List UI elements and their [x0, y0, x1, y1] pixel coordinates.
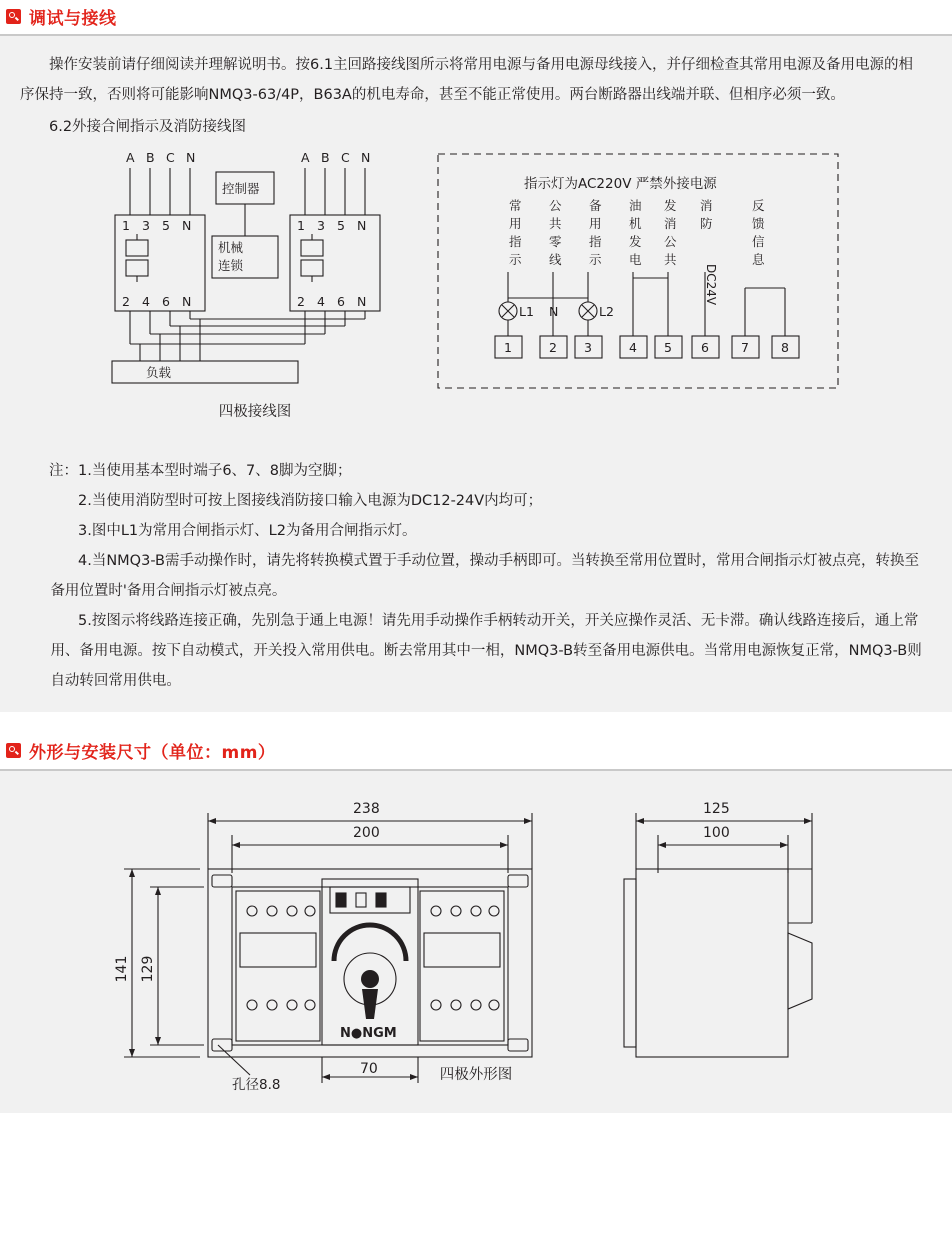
dimension-drawings [0, 771, 952, 1113]
svg-text:2: 2 [549, 340, 557, 355]
section-title-wiring: 调试与接线 [29, 9, 117, 29]
svg-text:L1: L1 [519, 304, 534, 319]
dim-70: 70 [360, 1061, 378, 1077]
svg-text:4: 4 [317, 294, 325, 309]
svg-text:共: 共 [549, 216, 562, 231]
wiring-content [0, 36, 952, 712]
svg-text:DC24V: DC24V [704, 264, 718, 306]
svg-text:3: 3 [584, 340, 592, 355]
note-text: 4.当NMQ3-B需手动操作时，请先将转换模式置于手动位置，操动手柄即可。当转换至常用位置时，常用合闸指示灯被点亮，转换至备用位置时'备用合闸指示灯被点亮。 [50, 553, 919, 599]
wiring-diagram [0, 148, 952, 448]
note-text: 1.当使用基本型时端子6、7、8脚为空脚； [78, 463, 352, 479]
svg-text:3: 3 [317, 218, 325, 233]
svg-text:指示灯为AC220V 严禁外接电源: 指示灯为AC220V 严禁外接电源 [524, 176, 717, 192]
svg-text:零: 零 [549, 234, 562, 249]
svg-text:指: 指 [589, 234, 602, 249]
svg-text:负载: 负载 [146, 365, 172, 380]
svg-text:C: C [166, 150, 175, 165]
svg-text:N: N [182, 218, 192, 233]
svg-text:5: 5 [162, 218, 170, 233]
hole-label: 孔径8.8 [232, 1077, 281, 1093]
dim-125: 125 [703, 801, 730, 817]
dim-238: 238 [353, 801, 380, 817]
note-item [20, 606, 926, 696]
svg-text:信: 信 [752, 234, 765, 249]
svg-text:4: 4 [629, 340, 637, 355]
svg-text:5: 5 [664, 340, 672, 355]
svg-text:6: 6 [337, 294, 345, 309]
svg-text:机: 机 [629, 216, 642, 231]
svg-text:用: 用 [509, 216, 522, 231]
search-icon [6, 9, 21, 24]
svg-text:防: 防 [700, 216, 713, 231]
wiring-subtitle: 6.2外接合闸指示及消防接线图 [49, 119, 247, 135]
note-item [20, 516, 926, 546]
section-header-wiring [0, 0, 952, 36]
note-item [20, 486, 926, 516]
diagram-caption-left: 四极接线图 [218, 404, 292, 420]
svg-text:线: 线 [549, 252, 562, 267]
svg-text:3: 3 [142, 218, 150, 233]
dimension-caption: 四极外形图 [439, 1067, 513, 1083]
svg-text:A: A [301, 150, 310, 165]
svg-text:1: 1 [122, 218, 130, 233]
svg-text:N: N [361, 150, 371, 165]
dim-141: 141 [114, 955, 130, 983]
svg-text:4: 4 [142, 294, 150, 309]
svg-text:电: 电 [629, 252, 642, 267]
svg-text:备: 备 [589, 198, 602, 213]
svg-text:用: 用 [589, 216, 602, 231]
svg-text:B: B [146, 150, 155, 165]
svg-text:N: N [357, 218, 367, 233]
svg-text:8: 8 [781, 340, 789, 355]
svg-text:指: 指 [509, 234, 522, 249]
svg-text:机械: 机械 [218, 240, 244, 255]
svg-text:2: 2 [122, 294, 130, 309]
svg-text:示: 示 [509, 252, 522, 267]
svg-text:息: 息 [752, 252, 765, 267]
svg-text:公: 公 [549, 198, 562, 213]
svg-text:消: 消 [700, 198, 713, 213]
note-text: 2.当使用消防型时可按上图接线消防接口输入电源为DC12-24V内均可； [78, 493, 543, 509]
svg-text:发: 发 [664, 198, 677, 213]
svg-text:常: 常 [509, 198, 522, 213]
svg-text:N: N [186, 150, 196, 165]
svg-text:共: 共 [664, 252, 677, 267]
svg-text:公: 公 [664, 234, 677, 249]
svg-text:6: 6 [701, 340, 709, 355]
notes-heading: 注： [49, 463, 78, 479]
note-text: 3.图中L1为常用合闸指示灯、L2为备用合闸指示灯。 [78, 523, 417, 539]
dim-129: 129 [140, 955, 156, 983]
svg-text:1: 1 [504, 340, 512, 355]
svg-text:N: N [357, 294, 367, 309]
svg-text:A: A [126, 150, 135, 165]
wiring-intro: 操作安装前请仔细阅读并理解说明书。按6.1主回路接线图所示将常用电源与备用电源母线接入，并仔细检查其常用电源及备用电源的相序保持一致，否则将可能影响NMQ3-63/4P，B63A的机电寿命，甚至不能正常使用。两台断路器出线端并联、但相序必须一致。 [20, 57, 914, 103]
svg-text:油: 油 [629, 198, 642, 213]
section-header-dimension [0, 738, 952, 771]
dim-200: 200 [353, 825, 380, 841]
svg-text:C: C [341, 150, 350, 165]
svg-text:N: N [182, 294, 192, 309]
svg-text:示: 示 [589, 252, 602, 267]
brand-label: N●NGM [340, 1026, 397, 1041]
svg-text:2: 2 [297, 294, 305, 309]
svg-text:N: N [549, 304, 559, 319]
svg-text:1: 1 [297, 218, 305, 233]
svg-text:馈: 馈 [752, 216, 765, 231]
svg-text:L2: L2 [599, 304, 614, 319]
svg-text:发: 发 [629, 234, 642, 249]
svg-text:控制器: 控制器 [222, 181, 260, 196]
svg-text:连锁: 连锁 [218, 258, 244, 273]
section-title-dimension: 外形与安装尺寸（单位：mm） [29, 743, 276, 763]
svg-text:B: B [321, 150, 330, 165]
search-icon [6, 743, 21, 758]
svg-text:6: 6 [162, 294, 170, 309]
dim-100: 100 [703, 825, 730, 841]
note-item [20, 546, 926, 606]
svg-text:消: 消 [664, 216, 677, 231]
svg-text:5: 5 [337, 218, 345, 233]
note-item [20, 456, 926, 486]
wiring-notes [0, 456, 952, 696]
svg-text:反: 反 [752, 198, 765, 213]
note-text: 5.按图示将线路连接正确，先别急于通上电源！请先用手动操作手柄转动开关，开关应操作灵活、无卡滞。确认线路连接后，通上常用、备用电源。按下自动模式，开关投入常用供电。断去常用其中一相，NMQ3-B转至备用电源供电。当常用电源恢复正常，NMQ3-B则自动转回常用供电。 [50, 613, 922, 689]
svg-text:7: 7 [741, 340, 749, 355]
